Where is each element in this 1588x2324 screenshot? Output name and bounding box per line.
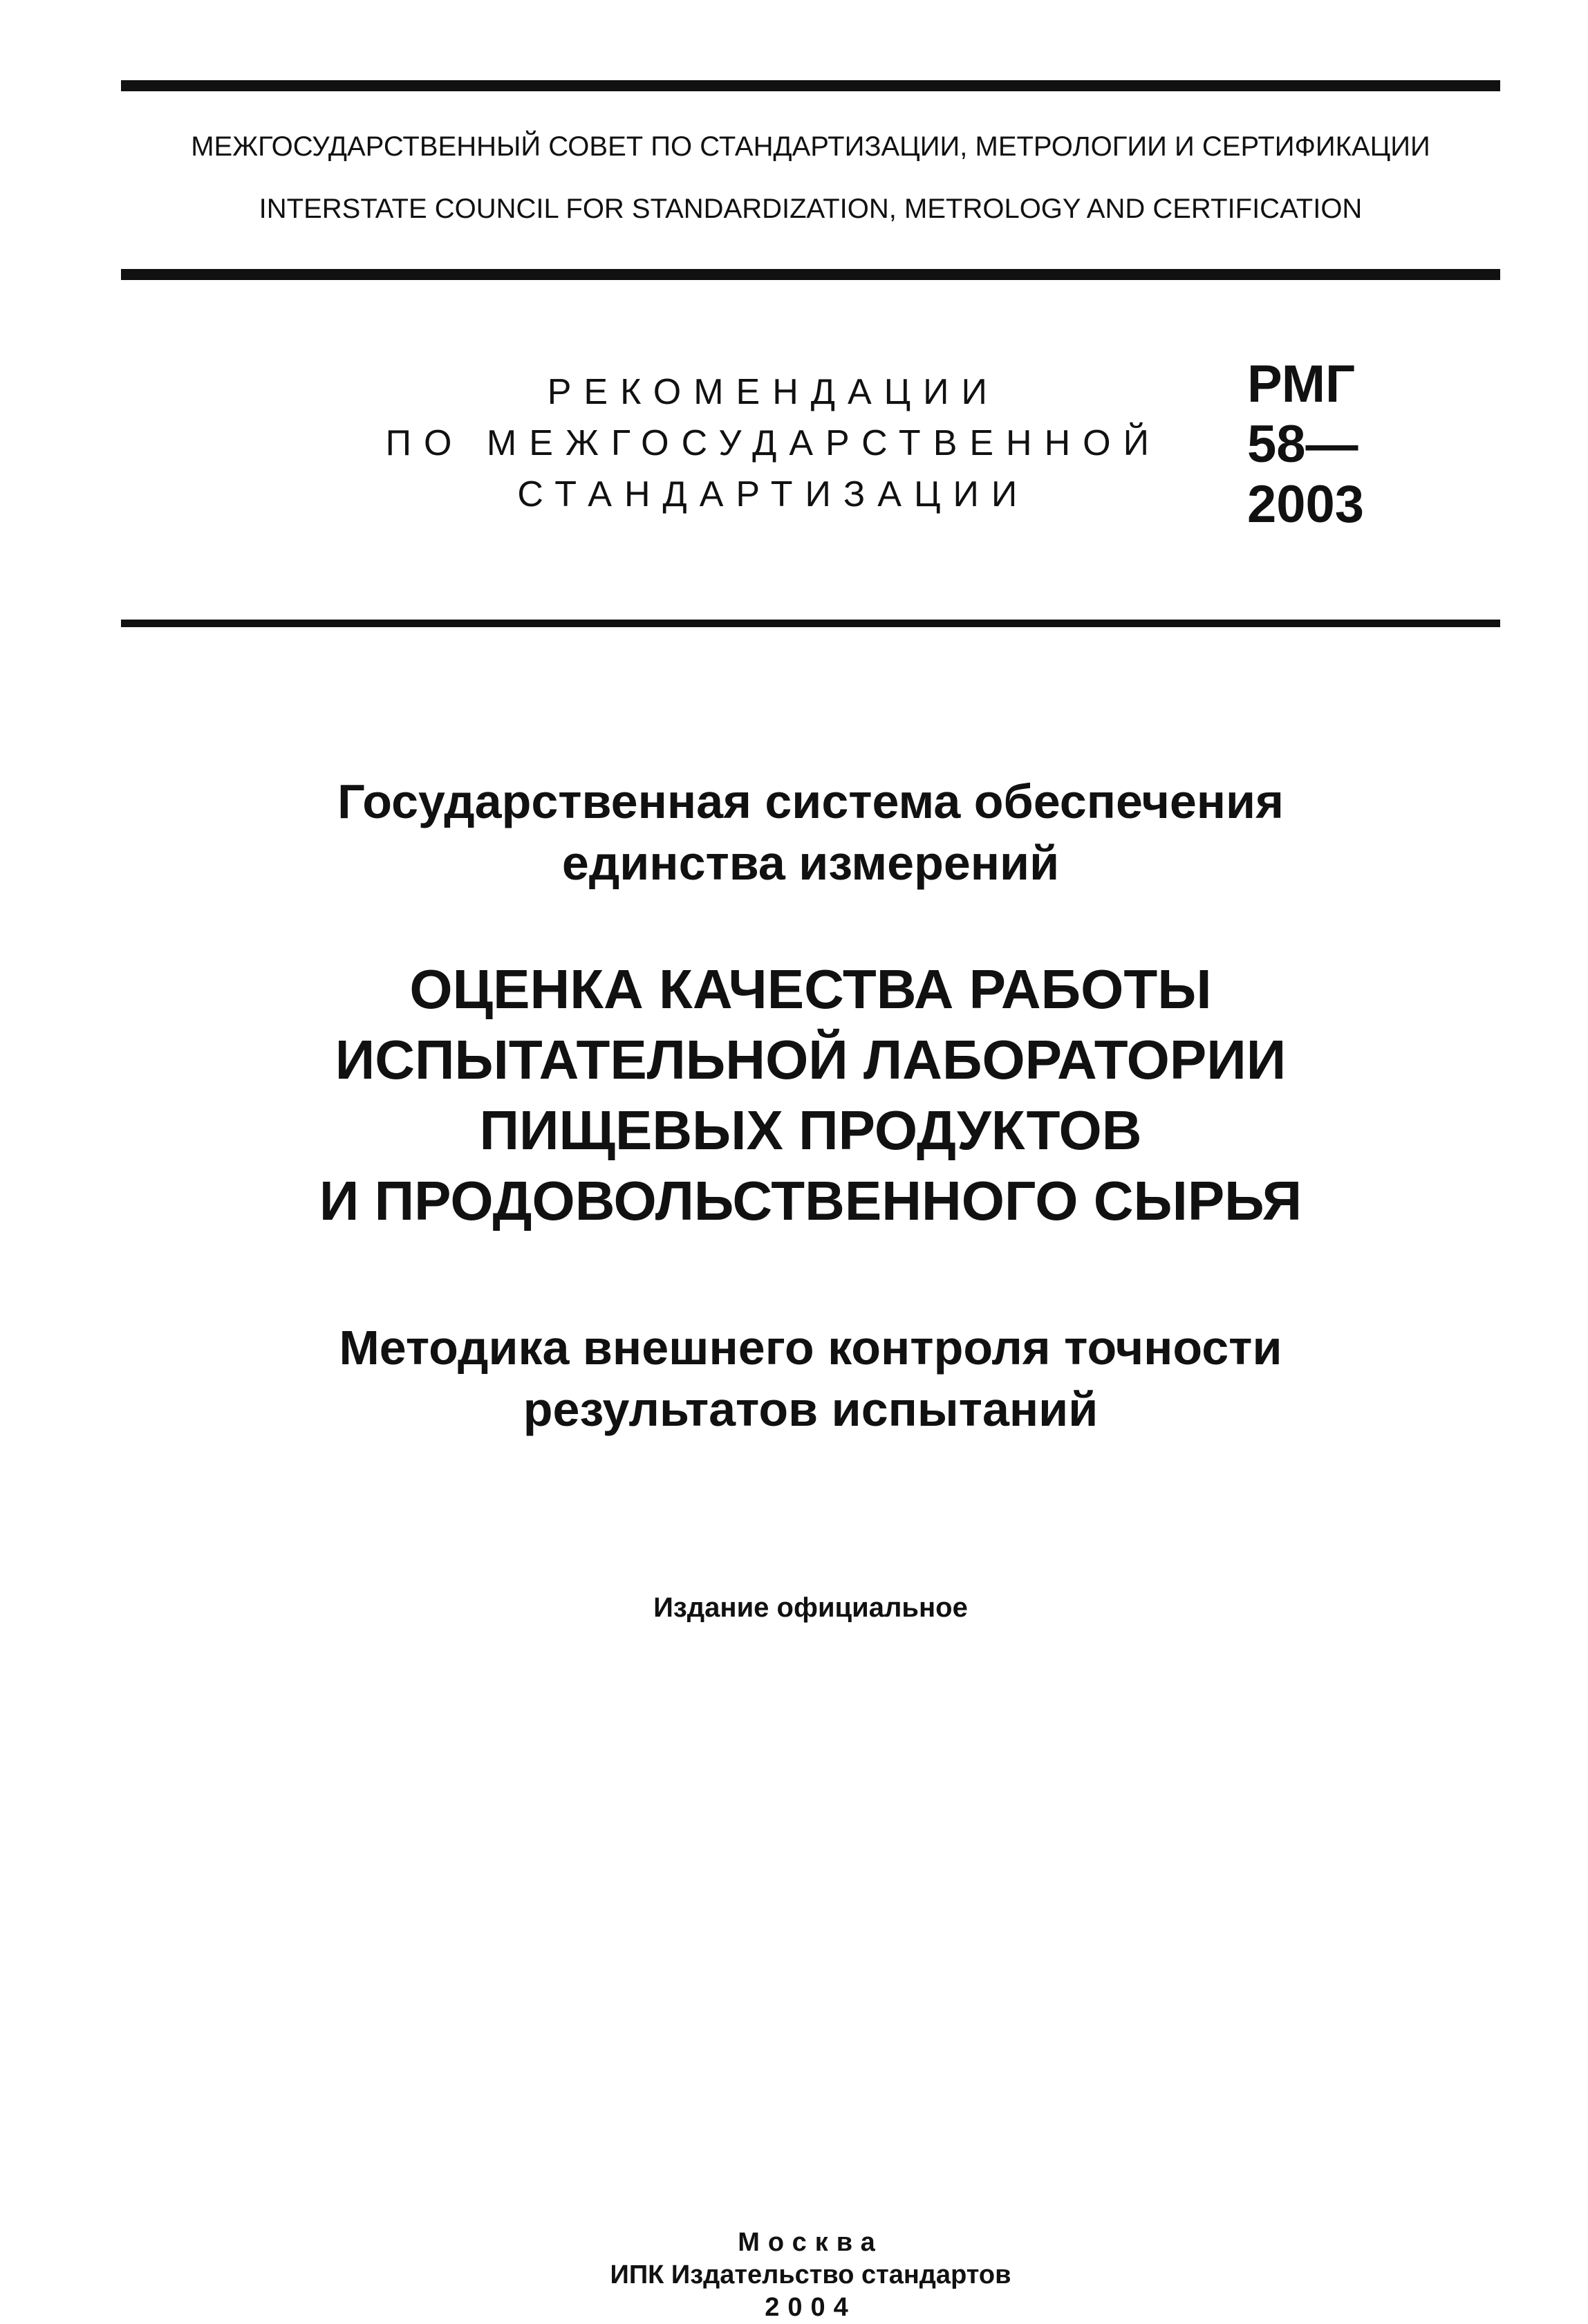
document-code — [1247, 354, 1364, 534]
imprint-publisher: ИПК Издательство стандартов — [610, 2260, 1011, 2289]
imprint — [121, 2227, 1500, 2324]
document-subtitle — [121, 1317, 1500, 1440]
series-line: ПО МЕЖГОСУДАРСТВЕННОЙ — [385, 423, 1161, 463]
edition-note: Издание официальное — [653, 1592, 968, 1623]
series-line: РЕКОМЕНДАЦИИ — [547, 372, 1000, 412]
title-line: ИСПЫТАТЕЛЬНОЙ ЛАБОРАТОРИИ — [335, 1029, 1287, 1090]
document-series — [386, 366, 1161, 520]
subtitle-line: Методика внешнего контроля точности — [339, 1321, 1282, 1375]
code-line: 58— — [1247, 415, 1358, 474]
system-name-line: единства измерений — [561, 836, 1060, 890]
series-bottom-rule — [121, 620, 1500, 627]
council-name-ru: МЕЖГОСУДАРСТВЕННЫЙ СОВЕТ ПО СТАНДАРТИЗАЦИИ, МЕТРОЛОГИИ И СЕРТИФИКАЦИИ — [191, 131, 1430, 162]
top-rule — [121, 80, 1500, 91]
subtitle-line: результатов испытаний — [523, 1382, 1099, 1436]
council-name-en: INTERSTATE COUNCIL FOR STANDARDIZATION, METROLOGY AND CERTIFICATION — [259, 194, 1363, 224]
code-line: 2003 — [1247, 475, 1365, 534]
system-name — [121, 771, 1500, 894]
title-line: И ПРОДОВОЛЬСТВЕННОГО СЫРЬЯ — [319, 1170, 1302, 1231]
title-line: ПИЩЕВЫХ ПРОДУКТОВ — [479, 1099, 1142, 1161]
imprint-city: Москва — [738, 2228, 884, 2257]
title-line: ОЦЕНКА КАЧЕСТВА РАБОТЫ — [409, 958, 1212, 1020]
header-bottom-rule — [121, 269, 1500, 280]
imprint-year: 2004 — [765, 2293, 857, 2322]
series-line: СТАНДАРТИЗАЦИИ — [517, 474, 1030, 514]
system-name-line: Государственная система обеспечения — [337, 774, 1284, 828]
document-title — [121, 954, 1500, 1236]
code-line: РМГ — [1247, 355, 1356, 413]
